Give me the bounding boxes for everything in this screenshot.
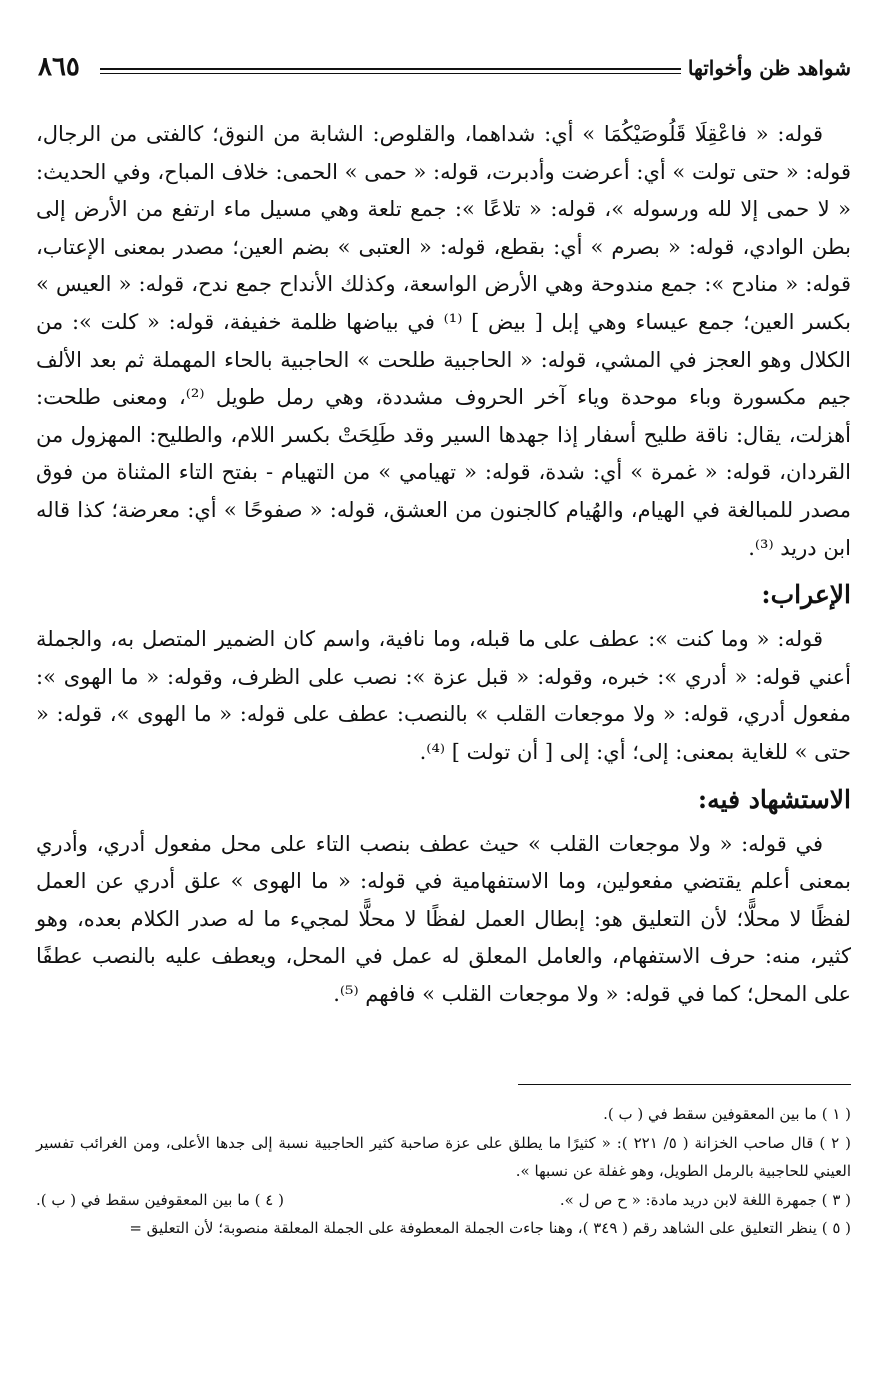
main-text	[36, 116, 851, 1013]
irab-heading: الإعراب:	[761, 580, 851, 610]
page-header	[38, 52, 851, 96]
footnote-separator	[518, 1084, 851, 1085]
running-title: شواهد ظن وأخواتها	[687, 56, 851, 80]
istishhad-heading: الاستشهاد فيه:	[697, 784, 851, 814]
footnote-5: ( ٥ ) ينظر التعليق على الشاهد رقم ( ٣٤٩ )، وهنا جاءت الجملة المعطوفة على الجملة المعلقة منصوبة؛ لأن التعليق =	[129, 1219, 851, 1237]
vocabulary-paragraph: قوله: « فاعْقِلَا قَلُوصَيْكُمَا » أي: شداهما، والقلوص: الشابة من النوق؛ كالفتى من الرجال، قوله: « حتى تولت » أي: أعرضت وأدبرت، قوله: « حمى » الحمى: خلاف المباح، وفي الحديث: « لا حمى إلا لله ورسوله »، قوله: « تلاعًا »: جمع تلعة وهي مسيل ماء ارتفع من الأرض إلى بطن الوادي، قوله: « بصرم » أي: بقطع، قوله: « العتبى » بضم العين؛ مصدر بمعنى الإعتاب، قوله: « منادح »: جمع مندوحة وهي الأرض الواسعة، وكذلك الأنداح جمع ندح، قوله: « العيس » بكسر العين؛ جمع عيساء وهي إبل [ بيض ] ⁽¹⁾ في بياضها ظلمة خفيفة، قوله: « كلت »: من الكلال وهو العجز في المشي، قوله: « الحاجبية طلحت » الحاجبية بالحاء المهملة ثم بعد الألف جيم مكسورة وباء موحدة وياء آخر الحروف مشددة، وهي رمل طويل ⁽²⁾، ومعنى طلحت: أهزلت، يقال: ناقة طليح أسفار إذا جهدها السير وقد طَلِحَتْ بكسر اللام، والطليح: المهزول من القردان، قوله: « غمرة » أي: شدة، قوله: « تهيامي » من التهيام - بفتح التاء المثناة من فوق مصدر للمبالغة في الهيام، والهُيام كالجنون من العشق، قوله: « صفوحًا » أي: معرضة؛ كذا قاله ابن دريد ⁽³⁾.	[36, 122, 851, 560]
footnote-1: ( ١ ) ما بين المعقوفين سقط في ( ب ).	[603, 1105, 851, 1123]
footnote-row-3-4	[36, 1186, 851, 1215]
header-rule	[100, 68, 681, 74]
footnote-3: ( ٣ ) جمهرة اللغة لابن دريد مادة: « ح ص ل ».	[559, 1190, 851, 1209]
irab-paragraph: قوله: « وما كنت »: عطف على ما قبله، وما نافية، واسم كان الضمير المتصل به، والجملة أعني قوله: « أدري »: خبره، وقوله: « قبل عزة »: نصب على الظرف، وقوله: « ما الهوى »: مفعول أدري، قوله: « ولا موجعات القلب » بالنصب: عطف على قوله: « ما الهوى »، قوله: « حتى » للغاية بمعنى: إلى؛ أي: إلى [ أن تولت ] ⁽⁴⁾.	[36, 627, 851, 764]
footnotes	[36, 1100, 851, 1243]
footnote-2: ( ٢ ) قال صاحب الخزانة ( ٥/ ٢٢١ ): « كثيرًا ما يطلق على عزة صاحبة كثير الحاجبية نسبة إلى جدها الأعلى، ومن الغرائب تفسير العيني للحاجبية بالرمل الطويل، وهو غفلة عن نسبها ».	[36, 1133, 852, 1180]
footnote-4: ( ٤ ) ما بين المعقوفين سقط في ( ب ).	[36, 1190, 284, 1209]
istishhad-paragraph: في قوله: « ولا موجعات القلب » حيث عطف بنصب التاء على محل مفعول أدري، وأدري بمعنى أعلم يقتضي مفعولين، وما الاستفهامية في قوله: « ما الهوى » علق أدري عن العمل لفظًا لا محلًّا؛ لأن التعليق هو: إبطال العمل لفظًا لا محلًّا لمجيء ما له صدر الكلام بعده، وهو كثير، منه: حرف الاستفهام، والعامل المعلق له عمل في المحل، ويعطف عليه بالنصب عطفًا على المحل؛ كما في قوله: « ولا موجعات القلب » فافهم ⁽⁵⁾.	[36, 831, 851, 1006]
page-number: ٨٦٥	[38, 52, 80, 82]
